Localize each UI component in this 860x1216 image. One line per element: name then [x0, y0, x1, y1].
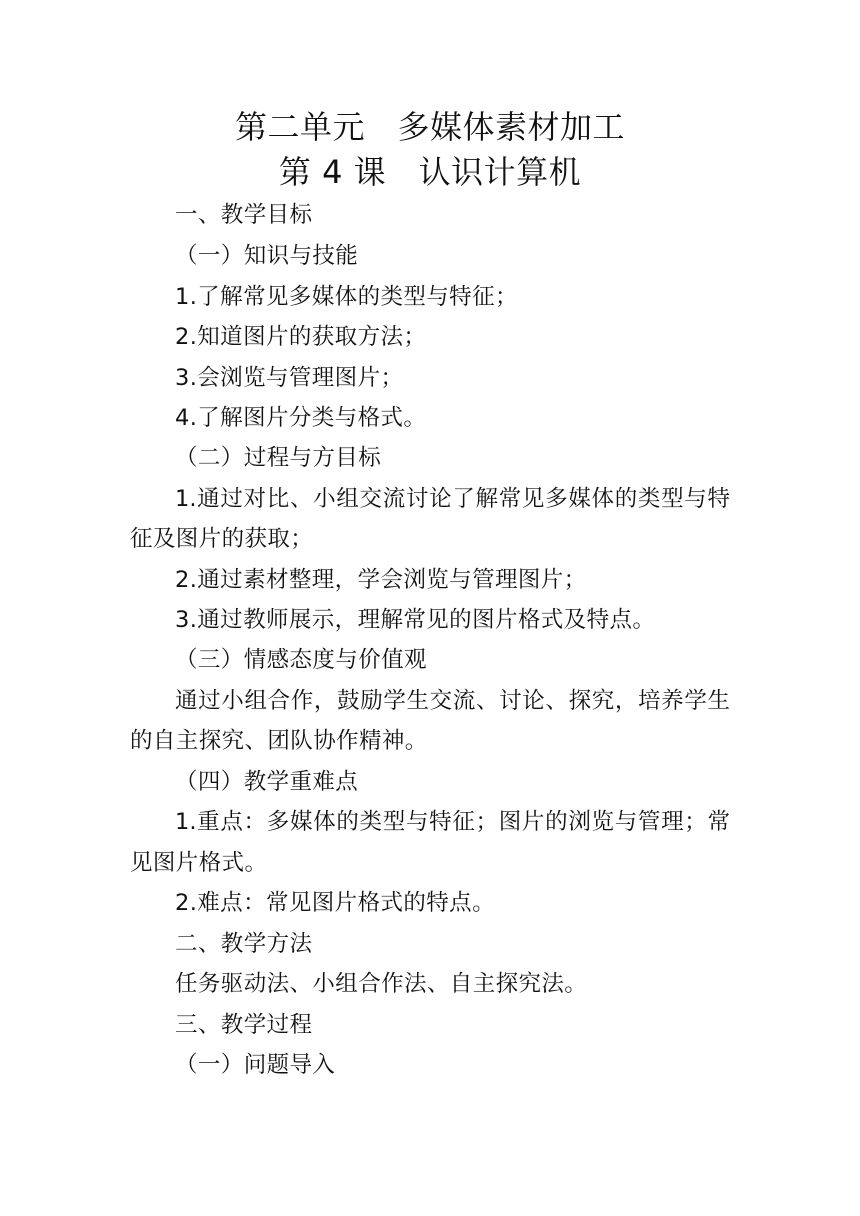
paragraph-line: 见图片格式。	[130, 850, 268, 876]
subsection-heading: （三）情感态度与价值观	[175, 647, 427, 673]
objective-item: 4.了解图片分类与格式。	[175, 405, 427, 431]
section-heading: 二、教学方法	[175, 931, 313, 957]
paragraph-line: 征及图片的获取；	[130, 526, 314, 552]
paragraph-line: 1.重点：多媒体的类型与特征；图片的浏览与管理；常	[175, 809, 730, 835]
subsection-heading: （四）教学重难点	[175, 769, 359, 795]
section-heading: 三、教学过程	[175, 1012, 313, 1038]
objective-item: 1.了解常见多媒体的类型与特征；	[175, 284, 518, 310]
lesson-title: 第 4 课 认识计算机	[278, 153, 582, 191]
section-heading: 一、教学目标	[175, 202, 313, 228]
paragraph-line: 通过小组合作，鼓励学生交流、讨论、探究，培养学生	[175, 688, 730, 714]
objective-item: 3.通过教师展示，理解常见的图片格式及特点。	[175, 607, 656, 633]
subsection-heading: （一）知识与技能	[175, 243, 359, 269]
objective-item: 2.知道图片的获取方法；	[175, 324, 427, 350]
subsection-heading: （二）过程与方目标	[175, 445, 382, 471]
paragraph-line: 的自主探究、团队协作精神。	[130, 728, 428, 754]
objective-item: 3.会浏览与管理图片；	[175, 365, 404, 391]
paragraph-line: 1.通过对比、小组交流讨论了解常见多媒体的类型与特	[175, 486, 730, 512]
subsection-heading: （一）问题导入	[175, 1052, 336, 1078]
objective-item: 2.通过素材整理，学会浏览与管理图片；	[175, 567, 587, 593]
unit-title: 第二单元 多媒体素材加工	[234, 108, 625, 146]
objective-item: 2.难点：常见图片格式的特点。	[175, 890, 495, 916]
paragraph-line: 任务驱动法、小组合作法、自主探究法。	[175, 971, 588, 997]
